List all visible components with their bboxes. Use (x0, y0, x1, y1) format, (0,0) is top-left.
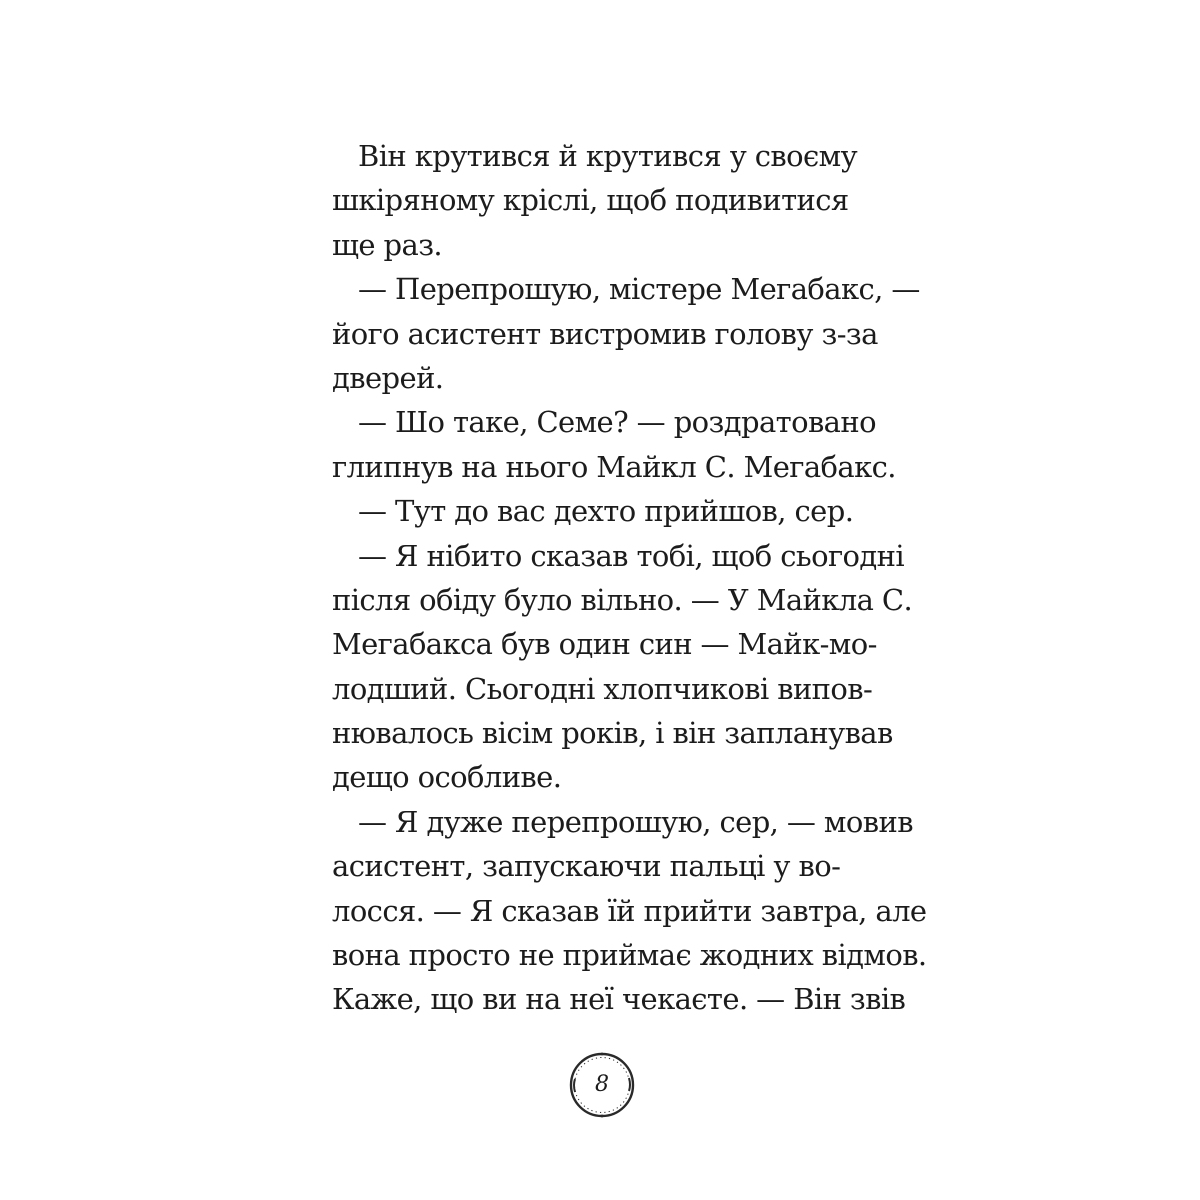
text-line: його асистент вистромив голову з-за (332, 316, 878, 351)
text-line: дверей. (332, 360, 444, 395)
text-line: нювалось вісім років, і він запланував (332, 716, 893, 751)
text-line: — Перепрошую, містере Мегабакс, — (358, 272, 920, 307)
text-line: лосся. — Я сказав їй прийти завтра, але (332, 893, 927, 928)
text-line: — Я нібито сказав тобі, щоб сьогодні (358, 538, 905, 573)
page-number-badge (566, 1049, 638, 1121)
text-line: лодший. Сьогодні хлопчикові випов- (332, 671, 873, 706)
text-line: шкіряному кріслі, щоб подивитися (332, 183, 849, 218)
text-line: глипнув на нього Майкл С. Мегабакс. (332, 449, 896, 484)
text-line: — Шо таке, Семе? — роздратовано (358, 405, 876, 440)
text-line: дещо особливе. (332, 760, 562, 795)
page-number: 8 (595, 1072, 609, 1097)
text-line: Каже, що ви на неї чекаєте. — Він звів (332, 982, 906, 1017)
text-line: — Я дуже перепрошую, сер, — мовив (358, 804, 913, 839)
text-line: Він крутився й крутився у своєму (358, 139, 858, 173)
body-text (332, 134, 927, 1022)
text-line: асистент, запускаючи пальці у во- (332, 849, 841, 884)
text-line: вона просто не приймає жодних відмов. (332, 938, 927, 973)
text-line: Мегабакса був один син — Майк-мо- (332, 627, 877, 662)
text-line: — Тут до вас дехто прийшов, сер. (358, 494, 854, 529)
text-line: ще раз. (332, 227, 443, 262)
text-line: після обіду було вільно. — У Майкла С. (332, 582, 913, 617)
